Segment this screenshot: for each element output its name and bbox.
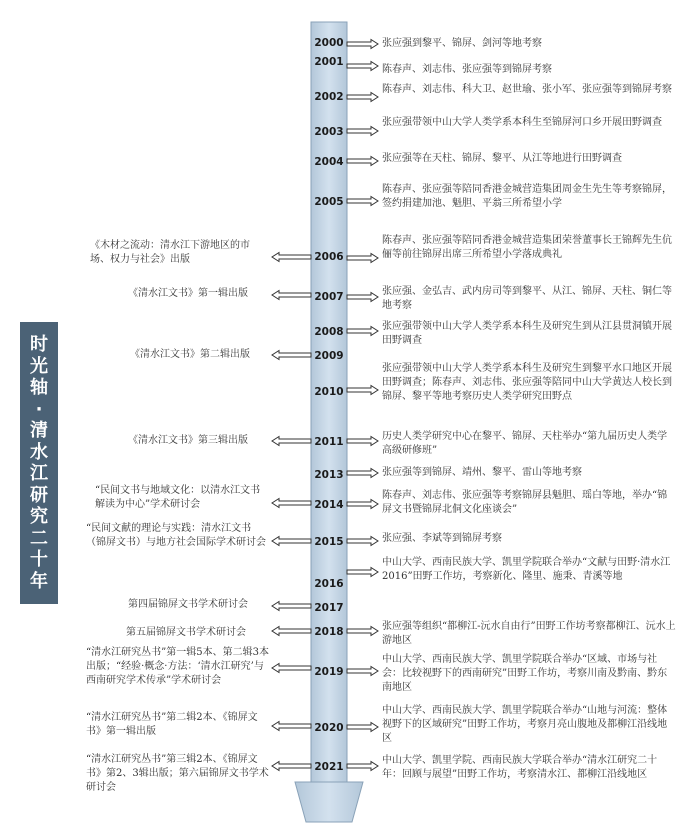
year-label-2014: 2014 (314, 499, 344, 511)
year-label-2007: 2007 (314, 291, 344, 303)
event-2018: 张应强等组织“都柳江-沅水自由行”田野工作坊考察都柳江、沅水上游地区 (382, 621, 676, 646)
event-2020: 中山大学、西南民族大学、凯里学院联合举办“山地与河流：整体视野下的区域研究”田野工作坊，考察月亮山腹地及都柳江沿线地区 (382, 705, 668, 744)
event-2015: 张应强、李斌等到锦屏考察 (382, 533, 502, 544)
left-arrow-9 (272, 722, 311, 731)
publication-2019: “清水江研究丛书”第一辑5本、第二辑3本出版；“经验·概念·方法：‘清水江研究’与西南研究学术传承”学术研讨会 (86, 647, 269, 686)
right-arrow-2003 (347, 127, 378, 136)
year-label-2009: 2009 (314, 350, 344, 362)
conference-2017: 第四届锦屏文书学术研讨会 (128, 599, 248, 610)
event-2013: 张应强等到锦屏、靖州、黎平、雷山等地考察 (382, 467, 582, 478)
year-label-2004: 2004 (314, 156, 344, 168)
year-label-2005: 2005 (314, 196, 344, 208)
event-2019: 中山大学、西南民族大学、凯里学院联合举办“区域、市场与社会：比较视野下的西南研究”田野工作坊，考察川南及黔南、黔东南地区 (382, 654, 668, 693)
event-2021: 中山大学、凯里学院、西南民族大学联合举办“清水江研究二十年：回顾与展望”田野工作坊，考察清水江、都柳江沿线地区 (382, 755, 658, 780)
event-2004: 张应强等在天柱、锦屏、黎平、从江等地进行田野调查 (382, 153, 622, 164)
right-arrow-2013 (347, 469, 378, 478)
left-arrow-0 (272, 253, 311, 262)
right-arrow-2010 (347, 386, 378, 395)
right-arrow-2000 (347, 40, 378, 49)
right-arrow-2015 (347, 537, 378, 546)
conference-2015: “民间文献的理论与实践：清水江文书（锦屏文书）与地方社会国际学术研讨会 (86, 523, 266, 548)
right-arrow-2004 (347, 157, 378, 166)
year-label-2000: 2000 (314, 37, 344, 49)
year-label-2001: 2001 (314, 56, 344, 68)
event-2005: 陈春声、张应强等陪同香港金城营造集团周金生先生等考察锦屏，签约捐建加池、魁胆、平翁三所希望小学 (382, 184, 672, 209)
right-arrow-2019 (347, 667, 378, 676)
year-label-2020: 2020 (314, 722, 344, 734)
left-arrow-5 (272, 537, 311, 546)
right-arrow-2008 (347, 327, 378, 336)
left-arrow-7 (272, 627, 311, 636)
left-arrow-4 (272, 499, 311, 508)
right-arrow-2021 (347, 762, 378, 771)
year-label-2006: 2006 (314, 251, 344, 263)
event-2001: 陈春声、刘志伟、张应强等到锦屏考察 (382, 64, 552, 75)
year-label-2011: 2011 (314, 436, 344, 448)
right-arrow-2007 (347, 293, 378, 302)
right-arrow-2011 (347, 437, 378, 446)
year-label-2017: 2017 (314, 602, 344, 614)
right-arrow-2005 (347, 197, 378, 206)
right-arrow-2018 (347, 627, 378, 636)
conference-2014: “民间文书与地域文化：以清水江文书解读为中心”学术研讨会 (95, 485, 261, 510)
left-arrow-10 (272, 762, 311, 771)
publication-2020: “清水江研究丛书”第二辑2本、《锦屏文书》第一辑出版 (86, 712, 258, 737)
event-2010: 张应强带领中山大学人类学系本科生及研究生到黎平水口地区开展田野调查；陈春声、刘志伟、张应强等陪同中山大学黄达人校长到锦屏、黎平等地考察历史人类学研究田野点 (382, 363, 672, 402)
year-label-2016: 2016 (314, 578, 344, 590)
year-label-2019: 2019 (314, 666, 344, 678)
event-2007: 张应强、金弘吉、武内房司等到黎平、从江、锦屏、天柱、铜仁等地考察 (382, 286, 672, 311)
year-label-2010: 2010 (314, 386, 344, 398)
year-label-2021: 2021 (314, 761, 344, 773)
event-2011: 历史人类学研究中心在黎平、锦屏、天柱举办“第九届历史人类学高级研修班” (382, 431, 668, 456)
publication-2006: 《木材之流动：清水江下游地区的市场、权力与社会》出版 (90, 240, 250, 265)
publication-2009: 《清水江文书》第二辑出版 (130, 349, 250, 360)
right-arrow-2016 (347, 568, 378, 577)
publication-2007: 《清水江文书》第一辑出版 (128, 288, 248, 299)
year-label-2015: 2015 (314, 536, 344, 548)
year-label-2003: 2003 (314, 126, 344, 138)
event-2014: 陈春声、刘志伟、张应强等考察锦屏县魁胆、瑶白等地，举办“锦屏文书暨锦屏北侗文化座谈会” (382, 490, 668, 515)
conference-2018: 第五届锦屏文书学术研讨会 (126, 627, 246, 638)
event-2006: 陈春声、张应强等陪同香港金城营造集团荣誉董事长王锦辉先生伉俪等前往锦屏出席三所希望小学落成典礼 (382, 235, 672, 260)
year-label-2013: 2013 (314, 469, 344, 481)
publication-2021: “清水江研究丛书”第三辑2本、《锦屏文书》第2、3辑出版；第六届锦屏文书学术研讨会 (86, 754, 269, 793)
year-label-2002: 2002 (314, 91, 344, 103)
year-label-2018: 2018 (314, 626, 344, 638)
timeline-base (295, 782, 363, 822)
right-arrow-2014 (347, 500, 378, 509)
publication-2011: 《清水江文书》第三辑出版 (128, 435, 248, 446)
event-2008: 张应强带领中山大学人类学系本科生及研究生到从江县贯洞镇开展田野调查 (382, 321, 672, 346)
left-arrow-8 (272, 664, 311, 673)
right-arrow-2020 (347, 723, 378, 732)
right-arrow-2001 (347, 62, 378, 71)
year-label-2008: 2008 (314, 326, 344, 338)
right-arrow-2002 (347, 93, 378, 102)
event-2000: 张应强到黎平、锦屏、剑河等地考察 (382, 38, 542, 49)
event-2016: 中山大学、西南民族大学、凯里学院联合举办“文献与田野·清水江2016”田野工作坊，考察新化、隆里、施秉、青溪等地 (382, 557, 671, 582)
side-title: 时光轴·清水江研究二十年 (20, 322, 58, 604)
right-arrow-2006 (347, 254, 378, 263)
event-2003: 张应强带领中山大学人类学系本科生至锦屏河口乡开展田野调查 (382, 117, 662, 128)
event-2002: 陈春声、刘志伟、科大卫、赵世瑜、张小军、张应强等到锦屏考察 (382, 84, 672, 95)
